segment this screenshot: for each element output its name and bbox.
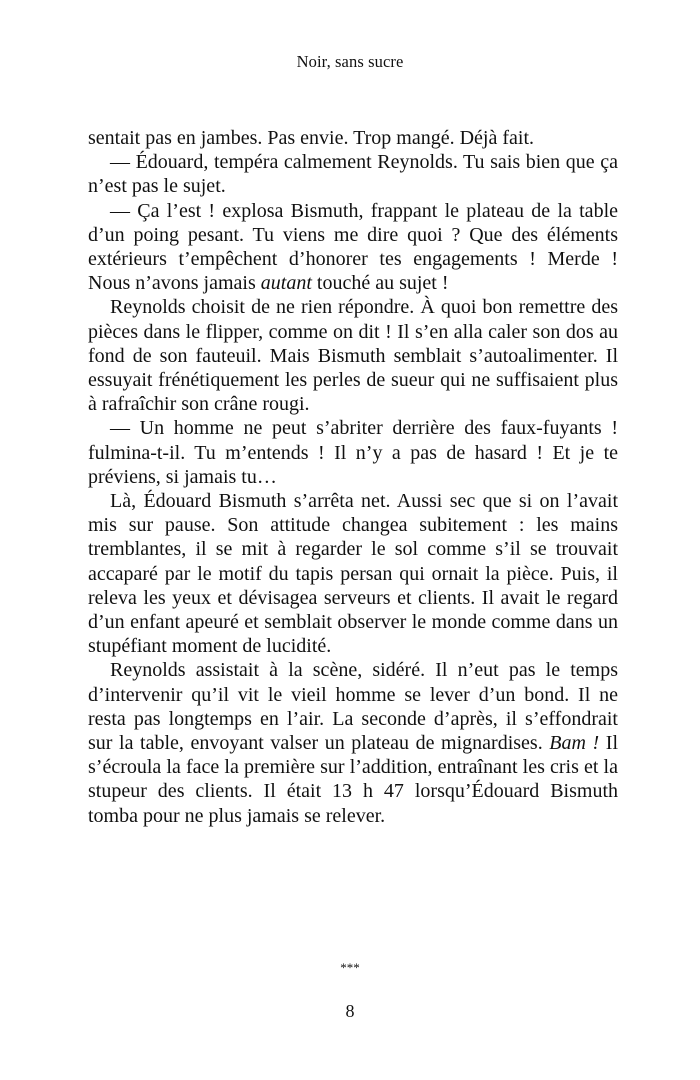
paragraph-continuation: sentait pas en jambes. Pas envie. Trop mangé. Déjà fait. — [88, 127, 535, 149]
scene-break-asterisks: *** — [340, 960, 360, 975]
paragraph-dialogue-bismuth — [88, 199, 618, 296]
paragraph-narration: Reynolds choisit de ne rien répondre. À quoi bon remettre des pièces dans le flipper, comme on dit ! Il s’en alla caler son dos au fond de son fauteuil. Mais Bismuth semblait s’autoalimenter. Il essuyait frénétiquement les perles de sueur qui ne suffisaient plus à rafraîchir son crâne rougi. — [88, 296, 618, 416]
paragraph-dialogue-reynolds: — Édouard, tempéra calmement Reynolds. Tu sais bien que ça n’est pas le sujet. — [88, 151, 618, 198]
paragraph-dialogue-bismuth-2: — Un homme ne peut s’abriter derrière des faux-fuyants ! fulmina-t-il. Tu m’entends ! Il n’y a pas de hasard ! Et je te préviens, si jamais tu… — [88, 417, 618, 488]
paragraph-text-segment: touché au sujet ! — [311, 272, 449, 295]
paragraph-text-segment: Il s’écroula la face la première sur l’addition, entraînant les cris et la stupeur des clients. Il était 13 h 47 lorsqu’Édouard Bismuth tomba pour ne plus jamais se relever. — [88, 732, 618, 827]
paragraph-narration-3 — [88, 658, 618, 827]
chapter-text — [88, 126, 618, 828]
paragraph-text-segment: — Ça l’est ! explosa Bismuth, frappant le plateau de la table d’un poing pesant. Tu viens me dire quoi ? Que des éléments extérieurs t’empêchent d’honorer tes engagements ! Merde ! Nous n’avons jamais — [88, 199, 618, 295]
italic-emphasis: Bam ! — [549, 732, 600, 755]
running-title: Noir, sans sucre — [296, 52, 404, 71]
paragraph-narration-2: Là, Édouard Bismuth s’arrêta net. Aussi sec que si on l’avait mis sur pause. Son attitude changea subitement : les mains tremblantes, il se mit à regarder le sol comme s’il se trouvait accaparé par le motif du tapis persan qui ornait la pièce. Puis, il releva les yeux et dévisagea serveurs et clients. Il avait le regard d’un enfant apeuré et semblait observer le monde comme dans un stupéfiant moment de lucidité. — [88, 490, 618, 658]
italic-emphasis: autant — [260, 272, 312, 295]
paragraph-text-segment: Reynolds assistait à la scène, sidéré. Il n’eut pas le temps d’intervenir qu’il vit le vieil homme se lever d’un bond. Il ne resta pas longtemps en l’air. La seconde d’après, il s’effondrait sur la table, envoyant valser un plateau de mignardises. — [88, 659, 618, 755]
page-number: 8 — [345, 1001, 355, 1021]
